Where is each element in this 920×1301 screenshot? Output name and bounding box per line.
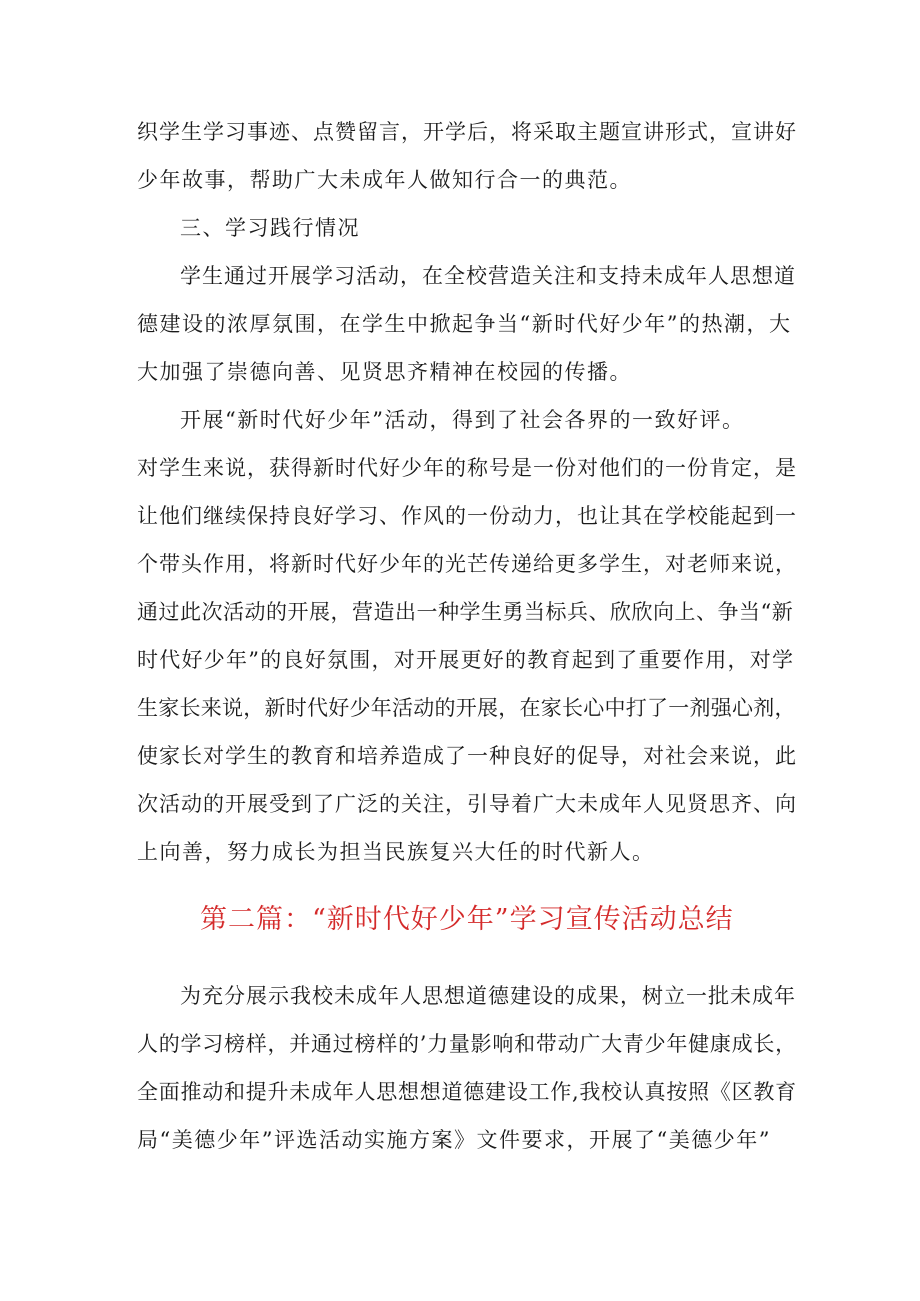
text-line: 对学生来说，获得新时代好少年的称号是一份对他们的一份肯定，是 bbox=[137, 456, 797, 480]
text-line: 时代好少年”的良好氛围，对开展更好的教育起到了重要作用，对学 bbox=[137, 648, 795, 672]
text-line: 生家长来说，新时代好少年活动的开展，在家长心中打了一剂强心剂， bbox=[137, 696, 796, 720]
text-line: 织学生学习事迹、点赞留言，开学后，将采取主题宣讲形式，宣讲好 bbox=[137, 120, 797, 144]
section-heading: 三、学习践行情况 bbox=[180, 216, 360, 240]
text-line: 通过此次活动的开展，营造出一种学生勇当标兵、欣欣向上、争当“新 bbox=[137, 600, 794, 624]
text-line: 大加强了崇德向善、见贤思齐精神在校园的传播。 bbox=[137, 360, 632, 384]
text-line: 上向善，努力成长为担当民族复兴大任的时代新人。 bbox=[137, 840, 655, 864]
text-line: 个带头作用，将新时代好少年的光芒传递给更多学生，对老师来说， bbox=[137, 552, 797, 576]
text-line: 次活动的开展受到了广泛的关注，引导着广大未成年人见贤思齐、向 bbox=[137, 792, 797, 816]
text-line: 人的学习榜样，并通过榜样的’力量影响和带动广大青少年健康成长， bbox=[137, 1032, 797, 1056]
text-line: 开展“新时代好少年”活动，得到了社会各界的一致好评。 bbox=[180, 408, 745, 432]
text-line: 让他们继续保持良好学习、作风的一份动力，也让其在学校能起到一 bbox=[137, 504, 797, 528]
text-line: 使家长对学生的教育和培养造成了一种良好的促导，对社会来说，此 bbox=[137, 744, 797, 768]
text-line: 德建设的浓厚氛围，在学生中掀起争当“新时代好少年”的热潮，大 bbox=[137, 312, 792, 336]
text-line: 学生通过开展学习活动，在全校营造关注和支持未成年人思想道 bbox=[180, 264, 796, 288]
text-line: 局“美德少年”评选活动实施方案》文件要求，开展了“美德少年” bbox=[137, 1128, 771, 1152]
text-line: 为充分展示我校未成年人思想道德建设的成果，树立一批未成年 bbox=[180, 984, 796, 1008]
chapter-title: 第二篇：“新时代好少年”学习宣传活动总结 bbox=[200, 904, 734, 935]
text-line: 全面推动和提升未成年人思想想道德建设工作,我校认真按照《区教育 bbox=[137, 1080, 797, 1104]
text-line: 少年故事，帮助广大未成年人做知行合一的典范。 bbox=[137, 168, 632, 192]
